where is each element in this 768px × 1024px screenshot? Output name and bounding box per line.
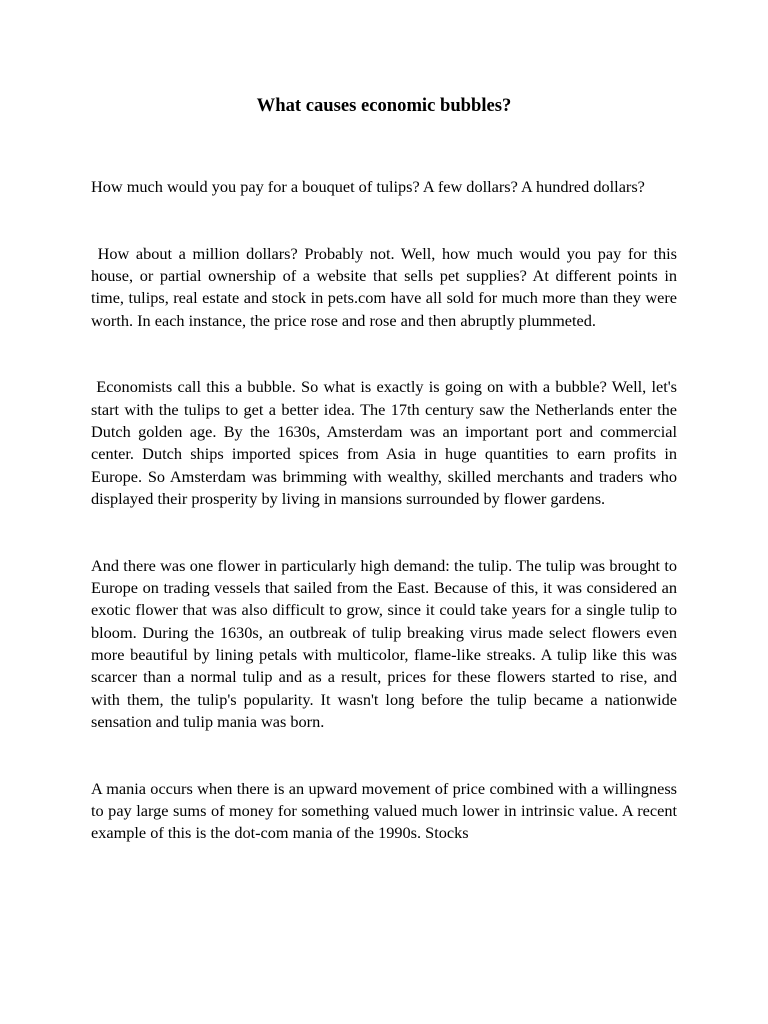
document-title: What causes economic bubbles? bbox=[256, 95, 512, 116]
paragraph-3: Economists call this a bubble. So what is exactly is going on with a bubble? Well, let's start with the tulips to get a better idea. The 17th century saw the Netherlands enter the Dutch golden age. By the 1630s, Amsterdam was an important port and commercial center. Dutch ships imported spices from Asia in huge quantities to earn profits in Europe. So Amsterdam was brimming with wealthy, skilled merchants and traders who displayed their prosperity by living in mansions surrounded by flower gardens. bbox=[91, 377, 682, 508]
paragraph-1: How much would you pay for a bouquet of tulips? A few dollars? A hundred dollars? bbox=[91, 177, 645, 196]
paragraph-2: How about a million dollars? Probably not. Well, how much would you pay for this house, or partial ownership of a website that sells pet supplies? At different points in time, tulips, real estate and stock in pets.com have all sold for much more than they were worth. In each instance, the price rose and rose and then abruptly plummeted. bbox=[91, 243, 682, 330]
paragraph-5: A mania occurs when there is an upward movement of price combined with a willingness to pay large sums of money for something valued much lower in intrinsic value. A recent example of this is the dot-com mania of the 1990s. Stocks bbox=[91, 778, 682, 843]
paragraph-4: And there was one flower in particularly high demand: the tulip. The tulip was brought to Europe on trading vessels that sailed from the East. Because of this, it was considered an exotic flower that was also difficult to grow, since it could take years for a single tulip to bloom. During the 1630s, an outbreak of tulip breaking virus made select flowers even more beautiful by lining petals with multicolor, flame-like streaks. A tulip like this was scarcer than a normal tulip and as a result, prices for these flowers started to rise, and with them, the tulip's popularity. It wasn't long before the tulip became a nationwide sensation and tulip mania was born. bbox=[91, 555, 682, 731]
